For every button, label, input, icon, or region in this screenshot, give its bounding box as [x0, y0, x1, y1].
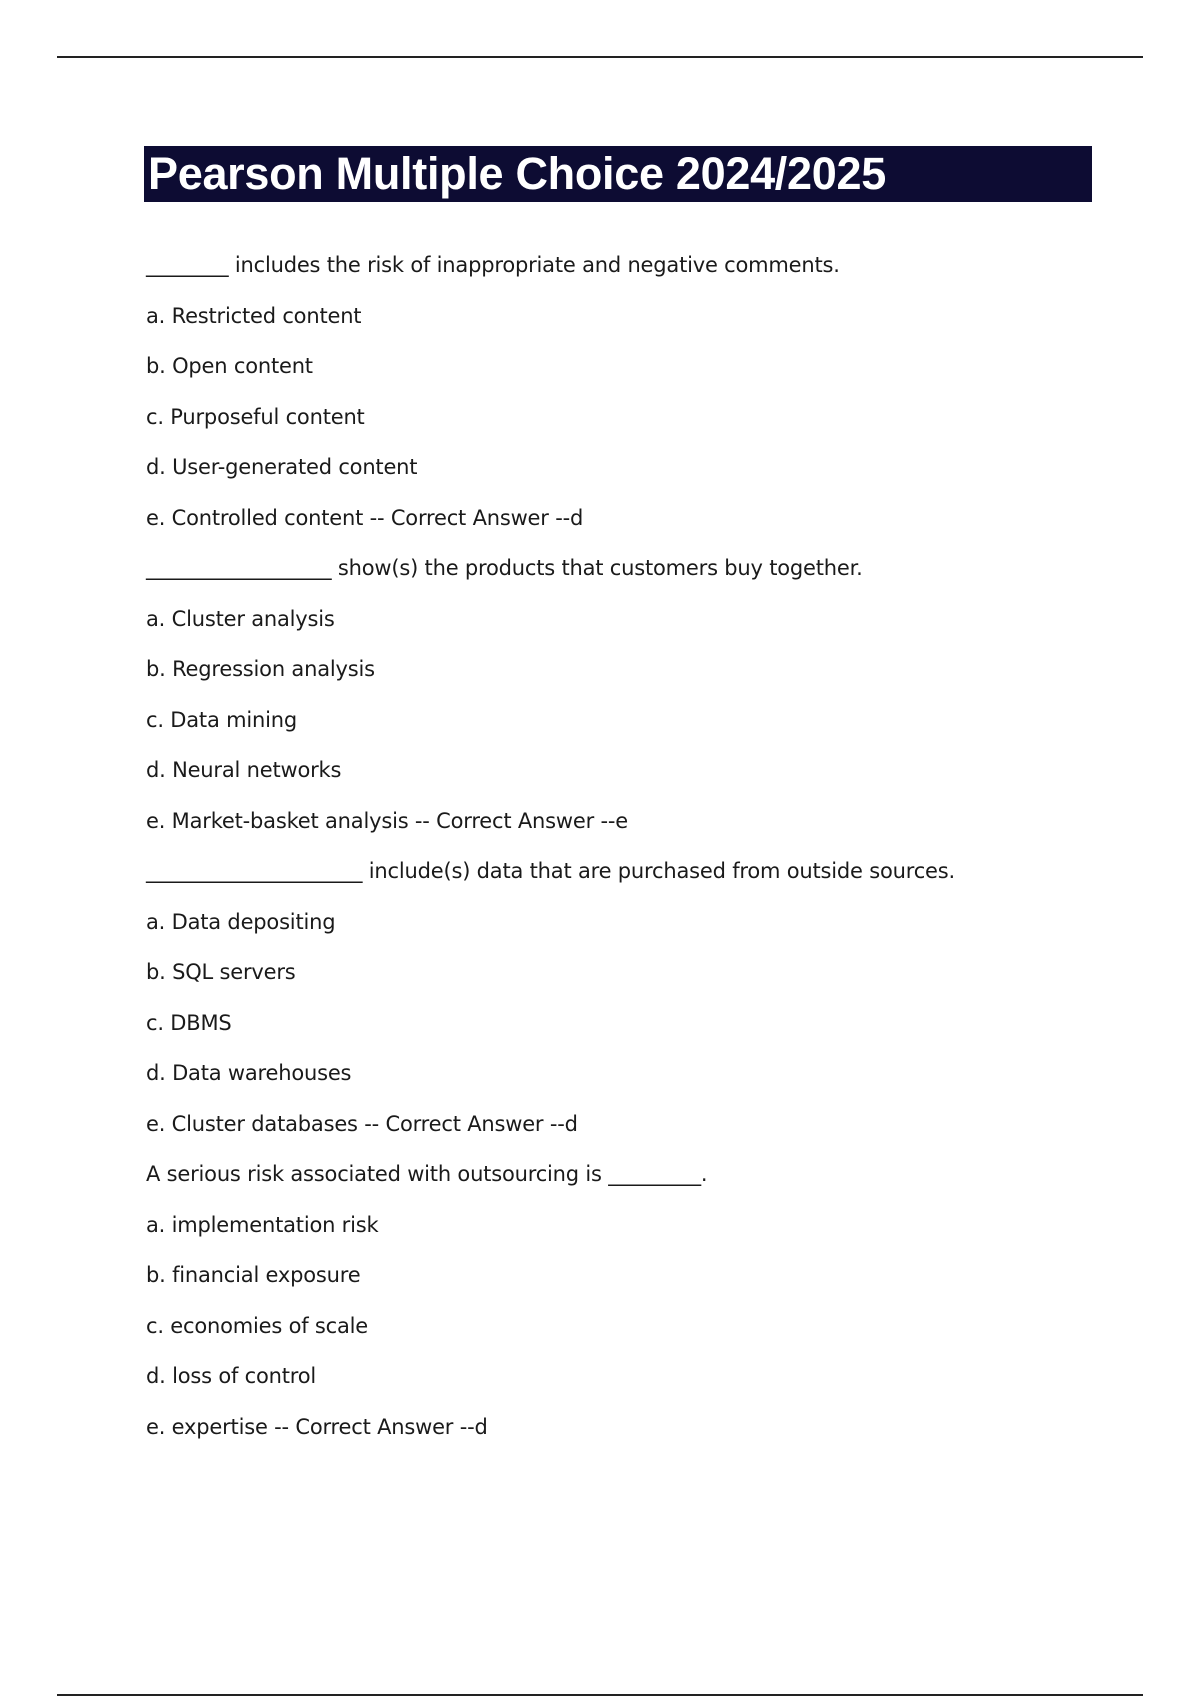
- answer-option: c. Data mining: [146, 707, 297, 732]
- answer-option: c. economies of scale: [146, 1313, 369, 1338]
- question-block: [146, 854, 1096, 1157]
- question-stem: _____________________ include(s) data that are purchased from outside sources.: [146, 859, 955, 883]
- title-banner: [144, 146, 1092, 202]
- bottom-divider: [57, 1694, 1143, 1696]
- top-divider: [57, 56, 1143, 58]
- answer-option: d. Data warehouses: [146, 1061, 352, 1085]
- question-stem: A serious risk associated with outsourcing is _________.: [146, 1162, 708, 1186]
- question-block: [146, 1157, 1096, 1460]
- question-list: [146, 248, 1096, 1460]
- answer-option: b. Regression analysis: [146, 657, 375, 681]
- answer-option: a. Data depositing: [146, 909, 336, 934]
- answer-option: d. loss of control: [146, 1364, 317, 1388]
- question-stem: ________ includes the risk of inappropriate and negative comments.: [146, 253, 840, 277]
- answer-option-with-key: e. expertise -- Correct Answer --d: [146, 1414, 488, 1439]
- answer-option: d. Neural networks: [146, 758, 342, 782]
- question-block: [146, 248, 1096, 551]
- answer-option: b. SQL servers: [146, 960, 296, 984]
- answer-option: b. Open content: [146, 354, 313, 378]
- answer-option: b. financial exposure: [146, 1263, 361, 1287]
- question-stem: __________________ show(s) the products that customers buy together.: [146, 556, 863, 580]
- answer-option: a. Cluster analysis: [146, 606, 335, 631]
- answer-option: c. DBMS: [146, 1010, 232, 1035]
- question-block: [146, 551, 1096, 854]
- answer-option-with-key: e. Controlled content -- Correct Answer --d: [146, 505, 584, 530]
- answer-option: c. Purposeful content: [146, 404, 365, 429]
- answer-option: a. Restricted content: [146, 303, 362, 328]
- page-title: Pearson Multiple Choice 2024/2025: [148, 148, 886, 199]
- answer-option-with-key: e. Market-basket analysis -- Correct Answer --e: [146, 808, 628, 833]
- answer-option-with-key: e. Cluster databases -- Correct Answer --d: [146, 1111, 578, 1136]
- answer-option: d. User-generated content: [146, 455, 418, 479]
- answer-option: a. implementation risk: [146, 1212, 379, 1237]
